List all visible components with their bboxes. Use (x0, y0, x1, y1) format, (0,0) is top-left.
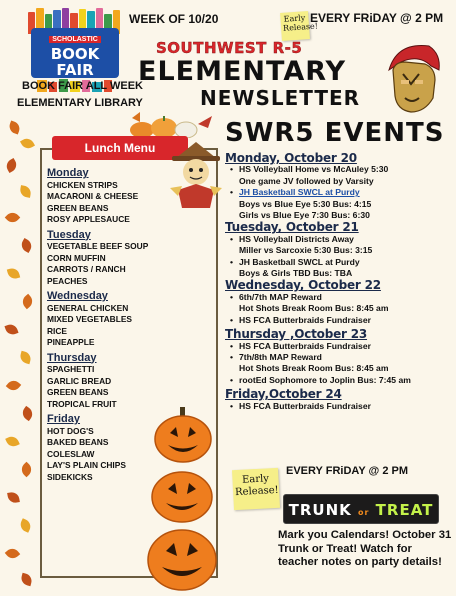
event-item[interactable] (225, 187, 453, 198)
early-release-note-top: Early Release! (280, 11, 310, 41)
event-item: • 6th/7th MAP Reward (225, 292, 453, 303)
event-detail: One game JV followed by Varsity (239, 175, 374, 186)
menu-item: HOT DOG'S (47, 425, 94, 436)
event-item: • JH Basketball SWCL at Purdy (225, 257, 453, 268)
menu-item: SPAGHETTI (47, 364, 95, 374)
menu-item: PINEAPPLE (47, 337, 95, 347)
event-item: • HS FCA Butterbraids Fundraiser (225, 401, 453, 412)
newsletter-title-line2: NEWSLETTER (200, 86, 361, 110)
menu-item: SIDEKICKS (47, 471, 93, 482)
menu-item: CORN MUFFIN (47, 252, 106, 263)
week-of: WEEK OF 10/20 (129, 12, 219, 26)
menu-item: BAKED BEANS (47, 437, 109, 447)
events-title: SWR5 EVENTS (225, 118, 445, 148)
event-detail: Hot Shots Break Room Bus: 8:45 am (239, 363, 389, 374)
event-day-tuesday: Tuesday, October 21 (225, 220, 359, 235)
event-day-friday: Friday,October 24 (225, 387, 342, 402)
leaf-icon (19, 185, 32, 198)
leaf-icon (5, 434, 20, 449)
logo-title: BOOK FAIR (50, 45, 100, 79)
menu-item: MIXED VEGETABLES (47, 314, 133, 324)
menu-item: TROPICAL FRUIT (47, 398, 117, 409)
leaf-icon (5, 546, 20, 561)
menu-item: CARROTS / RANCH (47, 264, 126, 274)
menu-day-tuesday: Tuesday (47, 228, 91, 241)
early-release-note-bottom: Early Release! (232, 468, 280, 510)
leaf-icon (18, 518, 33, 533)
leaf-icon (5, 210, 21, 226)
event-link[interactable]: JH Basketball SWCL at Purdy (239, 187, 360, 198)
menu-item: GENERAL CHICKEN (47, 302, 129, 313)
leaf-icon (19, 462, 35, 478)
leaf-icon (20, 136, 35, 151)
event-detail: Miller vs Sarcoxie 5:30 Bus: 3:15 (239, 245, 373, 256)
menu-item: MACARONI & CHEESE (47, 191, 139, 201)
menu-item: LAY'S PLAIN CHIPS (47, 460, 126, 470)
school-name: SOUTHWEST R-5 (156, 39, 303, 57)
event-detail: Girls vs Blue Eye 7:30 Bus: 6:30 (239, 210, 370, 221)
leaf-icon (7, 267, 20, 280)
menu-day-friday: Friday (47, 413, 81, 425)
event-detail: Hot Shots Break Room Bus: 8:45 am (239, 303, 389, 314)
menu-day-thursday: Thursday (47, 351, 97, 364)
menu-item: ROSY APPLESAUCE (47, 214, 130, 224)
leaf-icon (20, 406, 35, 421)
treat-word: TREAT (375, 501, 434, 519)
menu-item: GARLIC BREAD (47, 375, 112, 386)
event-detail: Boys vs Blue Eye 5:30 Bus: 4:15 (239, 198, 372, 209)
event-item: • HS Volleyball Districts Away (225, 234, 453, 245)
event-day-monday: Monday, October 20 (225, 151, 357, 165)
menu-day-wednesday: Wednesday (47, 290, 108, 302)
menu-item: GREEN BEANS (47, 202, 109, 213)
leaf-icon (20, 294, 35, 309)
events-list (225, 152, 453, 412)
event-detail: Boys & Girls TBD Bus: TBA (239, 268, 353, 279)
trunk-word: TRUNK (288, 501, 352, 519)
leaf-icon (7, 491, 20, 504)
menu-item: VEGETABLE BEEF SOUP (47, 241, 149, 251)
leaf-icon (20, 573, 33, 586)
or-word: or (357, 508, 370, 517)
menu-item: GREEN BEANS (47, 387, 109, 397)
lunch-menu-title: Lunch Menu (52, 136, 188, 160)
every-friday-bottom: EVERY FRiDAY @ 2 PM (286, 465, 408, 477)
book-fair-all-week: BOOK FAIR ALL WEEK (22, 80, 143, 92)
event-item: • HS Volleyball Home vs McAuley 5:30 (225, 164, 453, 175)
leaf-icon (4, 322, 18, 336)
book-fair-logo (31, 28, 119, 78)
logo-brand: SCHOLASTIC (49, 36, 101, 43)
leaf-icon (19, 351, 32, 364)
leaf-icon (19, 238, 34, 253)
event-day-wednesday: Wednesday, October 22 (225, 278, 381, 293)
jack-o-lantern-stack-icon (144, 405, 224, 595)
leaf-icon (4, 158, 19, 173)
event-item: • HS FCA Butterbraids Fundraiser (225, 315, 453, 326)
menu-item: PEACHES (47, 275, 88, 286)
newsletter-title-line1: ELEMENTARY (138, 56, 347, 87)
menu-day-monday: Monday (47, 167, 89, 179)
trunk-or-treat-banner (283, 494, 439, 524)
event-item: • 7th/8th MAP Reward (225, 352, 453, 363)
elementary-library: ELEMENTARY LIBRARY (17, 97, 143, 109)
autumn-pumpkins-icon (128, 110, 218, 138)
menu-item: RICE (47, 325, 68, 336)
event-item: • rootEd Sophomore to Joplin Bus: 7:45 am (225, 375, 453, 386)
calendar-note: Mark you Calendars! October 31 Trunk or Treat! Watch for teacher notes on party details! (278, 529, 452, 569)
every-friday-top: EVERY FRiDAY @ 2 PM (310, 11, 444, 25)
menu-item: COLESLAW (47, 448, 95, 459)
event-day-thursday: Thursday ,October 23 (225, 327, 368, 342)
event-item: • HS FCA Butterbraids Fundraiser (225, 341, 453, 352)
menu-item: CHICKEN STRIPS (47, 179, 118, 190)
leaf-icon (7, 120, 21, 134)
leaf-icon (6, 378, 21, 393)
spartan-mascot-icon (379, 40, 445, 118)
